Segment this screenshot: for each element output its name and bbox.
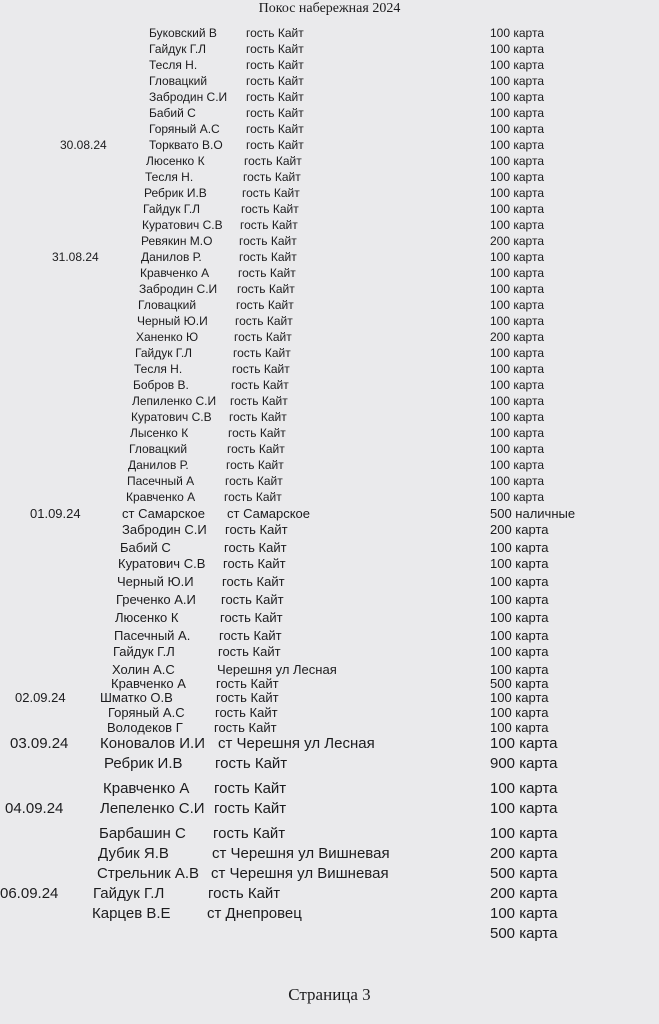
row-name: Забродин С.И [139,282,218,296]
row-amount: 100 карта [490,74,544,88]
row-amount: 100 карта [490,58,544,72]
ledger-row [0,346,659,362]
ledger-row [0,644,659,660]
row-name: Коновалов И.И [100,735,205,752]
row-type: гость Кайт [246,138,304,152]
row-name: Торквато В.О [149,138,223,152]
row-date: 03.09.24 [10,735,69,752]
row-type: гость Кайт [242,186,300,200]
row-name: Пасечный А [127,474,195,488]
row-type: гость Кайт [236,298,294,312]
row-amount: 200 карта [490,885,558,902]
row-type: гость Кайт [235,314,293,328]
row-type: гость Кайт [244,154,302,168]
row-type: гость Кайт [216,690,279,705]
row-type: ст Днепровец [207,905,302,922]
ledger-row [0,574,659,590]
row-amount: 500 наличные [490,506,576,521]
row-amount: 500 карта [490,865,558,882]
ledger-row [0,735,659,751]
row-amount: 100 карта [490,780,558,797]
row-type: гость Кайт [239,234,297,248]
row-type: гость Кайт [231,378,289,392]
row-type: гость Кайт [246,26,304,40]
row-name: Бобров В. [133,378,189,392]
row-type: гость Кайт [228,426,286,440]
ledger-row [0,720,659,736]
row-amount: 100 карта [490,170,544,184]
row-name: Гловацкий [149,74,208,88]
ledger-row [0,170,659,186]
row-amount: 100 карта [490,735,558,752]
ledger-row [0,925,659,941]
row-amount: 100 карта [490,138,544,152]
row-name: Кравченко А [126,490,196,504]
row-name: Тесля Н. [134,362,183,376]
ledger-row [0,106,659,122]
row-type: гость Кайт [219,628,282,643]
row-type: гость Кайт [213,825,286,842]
row-amount: 100 карта [490,662,549,677]
row-type: ст Черешня ул Вишневая [211,865,389,882]
row-type: гость Кайт [215,705,278,720]
row-date: 31.08.24 [52,250,99,264]
row-type: гость Кайт [246,90,304,104]
ledger-row [0,825,659,841]
ledger-row [0,705,659,721]
row-amount: 500 карта [490,676,549,691]
page-title: Покос набережная 2024 [258,1,401,16]
ledger-row [0,298,659,314]
ledger-row [0,474,659,490]
row-type: гость Кайт [223,556,286,571]
row-name: Кравченко А [111,676,186,691]
ledger-row [0,266,659,282]
row-amount: 100 карта [490,346,544,360]
row-name: Люсенко К [146,154,205,168]
row-type: гость Кайт [240,218,298,232]
row-amount: 100 карта [490,202,544,216]
ledger-row [0,330,659,346]
row-name: Люсенко К [115,610,179,625]
row-amount: 100 карта [490,250,544,264]
ledger-row [0,90,659,106]
ledger-row [0,58,659,74]
row-amount: 100 карта [490,490,544,504]
ledger-row [0,458,659,474]
row-amount: 100 карта [490,458,544,472]
row-amount: 100 карта [490,394,544,408]
row-name: Тесля Н. [145,170,194,184]
row-type: гость Кайт [224,540,287,555]
ledger-row [0,865,659,881]
ledger-row [0,556,659,572]
row-type: гость Кайт [238,266,296,280]
row-name: Лепиленко С.И [132,394,217,408]
row-type: гость Кайт [215,755,288,772]
row-type: гость Кайт [243,170,301,184]
row-type: гость Кайт [229,410,287,424]
ledger-row [0,800,659,816]
row-type: ст Черешня ул Лесная [218,735,375,752]
row-amount: 200 карта [490,845,558,862]
ledger-row [0,362,659,378]
row-amount: 100 карта [490,442,544,456]
ledger-row [0,394,659,410]
row-name: Ребрик И.В [144,186,207,200]
row-amount: 100 карта [490,705,549,720]
row-type: гость Кайт [226,458,284,472]
ledger-row [0,490,659,506]
row-amount: 100 карта [490,644,549,659]
row-date: 04.09.24 [5,800,64,817]
row-amount: 100 карта [490,592,549,607]
ledger-row [0,426,659,442]
row-name: Черный Ю.И [137,314,208,328]
row-type: гость Кайт [234,330,292,344]
ledger-row [0,610,659,626]
row-name: Лепеленко С.И [100,800,205,817]
row-type: гость Кайт [225,474,283,488]
row-name: Ревякин М.О [141,234,213,248]
ledger-row [0,314,659,330]
row-amount: 500 карта [490,925,558,942]
row-type: гость Кайт [237,282,295,296]
row-name: Горяный А.С [108,705,185,720]
row-name: Черный Ю.И [117,574,194,589]
row-amount: 100 карта [490,122,544,136]
row-amount: 100 карта [490,628,549,643]
row-name: Гловацкий [129,442,188,456]
row-amount: 100 карта [490,282,544,296]
row-type: гость Кайт [232,362,290,376]
row-name: Бабий С [149,106,196,120]
row-type: гость Кайт [230,394,288,408]
row-name: Греченко А.И [116,592,196,607]
row-type: гость Кайт [239,250,297,264]
row-amount: 100 карта [490,266,544,280]
ledger-row [0,885,659,901]
row-type: гость Кайт [225,522,288,537]
row-type: гость Кайт [246,74,304,88]
ledger-row [0,410,659,426]
row-type: гость Кайт [221,592,284,607]
row-amount: 100 карта [490,610,549,625]
row-amount: 100 карта [490,690,549,705]
row-name: Буковский В [149,26,217,40]
ledger-row [0,138,659,154]
ledger-row [0,628,659,644]
row-amount: 900 карта [490,755,558,772]
row-amount: 100 карта [490,186,544,200]
row-amount: 200 карта [490,234,544,248]
ledger-row [0,74,659,90]
row-amount: 100 карта [490,905,558,922]
row-name: Дубик Я.В [98,845,169,862]
row-type: Черешня ул Лесная [217,662,337,677]
row-name: Гайдук Г.Л [149,42,207,56]
ledger-row [0,780,659,796]
row-type: гость Кайт [246,42,304,56]
row-name: Ханенко Ю [136,330,199,344]
ledger-row [0,218,659,234]
row-amount: 100 карта [490,556,549,571]
row-name: Володеков Г [107,720,183,735]
row-amount: 100 карта [490,426,544,440]
row-name: Лысенко К [130,426,189,440]
ledger-row [0,845,659,861]
row-amount: 100 карта [490,574,549,589]
row-date: 01.09.24 [30,506,81,521]
row-amount: 200 карта [490,522,549,537]
row-amount: 100 карта [490,378,544,392]
ledger-row [0,154,659,170]
ledger-row [0,250,659,266]
row-type: гость Кайт [222,574,285,589]
row-type: гость Кайт [241,202,299,216]
row-name: Кравченко А [103,780,190,797]
row-type: гость Кайт [214,720,277,735]
row-amount: 100 карта [490,42,544,56]
row-type: гость Кайт [208,885,281,902]
ledger-row [0,690,659,706]
ledger-row [0,202,659,218]
row-name: Данилов Р. [128,458,189,472]
ledger-row [0,522,659,538]
row-amount: 100 карта [490,154,544,168]
row-name: Пасечный А. [114,628,191,643]
row-amount: 200 карта [490,330,544,344]
row-type: гость Кайт [216,676,279,691]
ledger-row [0,282,659,298]
row-type: гость Кайт [246,106,304,120]
ledger-row [0,540,659,556]
ledger-row [0,442,659,458]
row-name: Карцев В.Е [92,905,171,922]
row-amount: 100 карта [490,218,544,232]
row-amount: 100 карта [490,106,544,120]
row-type: гость Кайт [220,610,283,625]
row-name: Стрельник А.В [97,865,200,882]
ledger-row [0,755,659,771]
row-type: гость Кайт [227,442,285,456]
row-name: Гловацкий [138,298,197,312]
row-name: Кравченко А [140,266,210,280]
row-type: гость Кайт [246,58,304,72]
row-name: Данилов Р. [141,250,202,264]
ledger-row [0,234,659,250]
ledger-row [0,905,659,921]
row-name: Холин А.С [112,662,175,677]
ledger-row [0,122,659,138]
row-amount: 100 карта [490,800,558,817]
row-name: Гайдук Г.Л [143,202,201,216]
ledger-row [0,26,659,42]
row-name: Бабий С [120,540,171,555]
page-footer: Страница 3 [288,985,371,1004]
row-type: гость Кайт [218,644,281,659]
ledger-row [0,42,659,58]
ledger-row [0,592,659,608]
row-amount: 100 карта [490,298,544,312]
row-name: Шматко О.В [100,690,173,705]
row-type: гость Кайт [214,800,287,817]
row-amount: 100 карта [490,825,558,842]
row-name: Куратович С.В [118,556,206,571]
row-name: Ребрик И.В [104,755,183,772]
row-amount: 100 карта [490,90,544,104]
row-name: ст Самарское [122,506,206,521]
ledger-row [0,506,659,522]
row-name: Гайдук Г.Л [93,885,165,902]
row-name: Гайдук Г.Л [113,644,175,659]
row-amount: 100 карта [490,410,544,424]
row-name: Куратович С.В [131,410,212,424]
row-type: гость Кайт [233,346,291,360]
row-date: 02.09.24 [15,690,66,705]
row-amount: 100 карта [490,720,549,735]
row-name: Гайдук Г.Л [135,346,193,360]
row-name: Забродин С.И [122,522,207,537]
row-type: гость Кайт [224,490,282,504]
ledger-row [0,378,659,394]
row-amount: 100 карта [490,314,544,328]
row-name: Горяный А.С [149,122,220,136]
ledger-row [0,186,659,202]
row-type: ст Самарское [227,506,311,521]
row-name: Куратович С.В [142,218,223,232]
row-amount: 100 карта [490,474,544,488]
row-type: гость Кайт [214,780,287,797]
row-type: гость Кайт [246,122,304,136]
row-amount: 100 карта [490,362,544,376]
row-amount: 100 карта [490,540,549,555]
row-type: ст Черешня ул Вишневая [212,845,390,862]
row-amount: 100 карта [490,26,544,40]
row-name: Забродин С.И [149,90,228,104]
row-date: 06.09.24 [0,885,59,902]
row-date: 30.08.24 [60,138,107,152]
row-name: Тесля Н. [149,58,198,72]
row-name: Барбашин С [99,825,186,842]
